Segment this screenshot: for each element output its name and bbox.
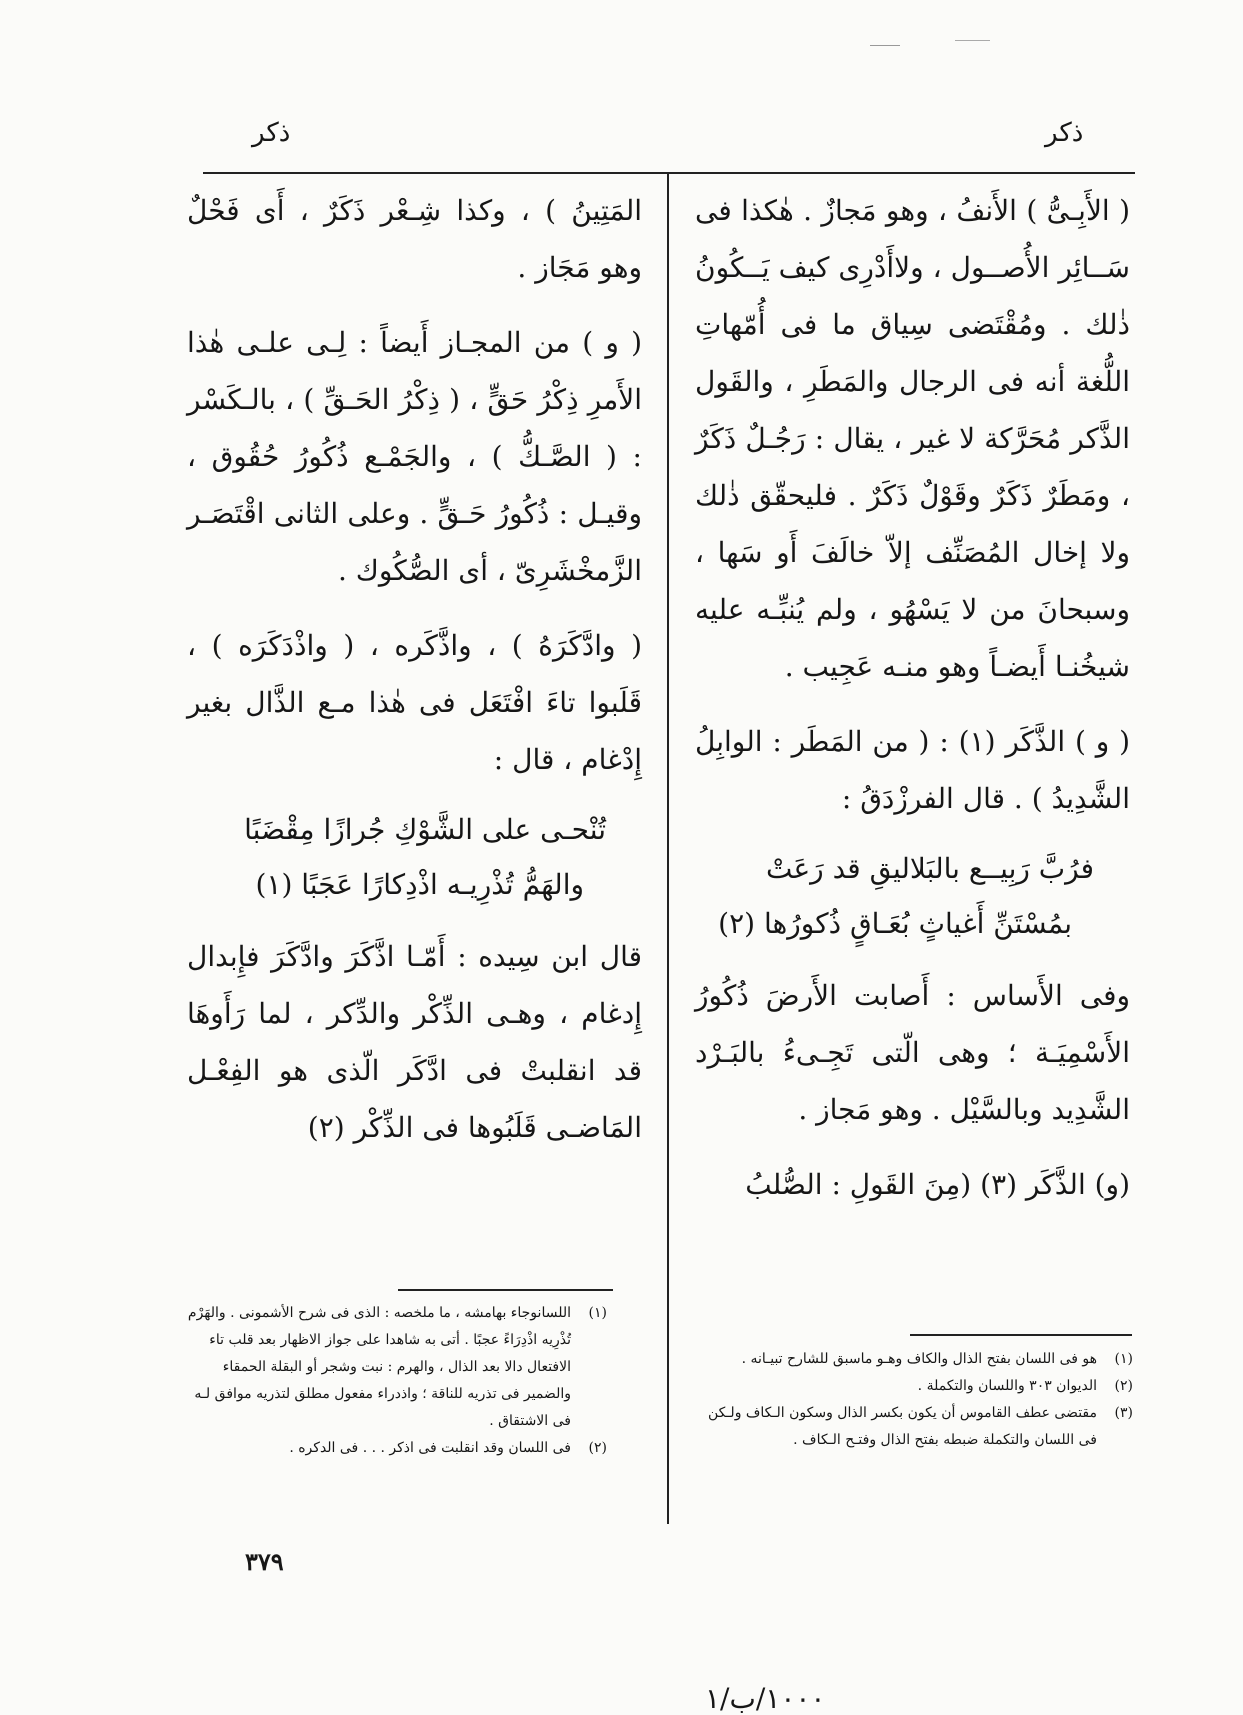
footnote-number: (٣) bbox=[1114, 1405, 1133, 1421]
scan-artifact-line bbox=[955, 40, 990, 41]
paragraph: قال ابن سِيده : أَمّـا اذَّكَرَ وادَّكَرَ فإِبدال إِدغام ، وهـى الذِّكْر والدِّكر ، لما رَأَوهَا قد انقلبتْ فى ادَّكَر الّذى هو الفِعْـل المَاضـى قَلَبُوها فى الذِّكْر (٢) bbox=[187, 940, 642, 1144]
page-number: ٣٧٩ bbox=[245, 1547, 284, 1576]
footnote-number: (٢) bbox=[1114, 1378, 1133, 1394]
verse bbox=[695, 841, 1130, 951]
paragraph: المَتِينُ ) ، وكذا شِـعْر ذَكَرٌ ، أَى فَحْلٌ وهو مَجَاز . bbox=[187, 194, 642, 284]
paragraph: ( وادَّكَرَهُ ) ، واذَّكَره ، ( واذْدَكَرَه ) ، قَلَبوا تاءَ افْتَعَل فى هٰذا مـع الذَّال بغير إِدْغام ، قال : bbox=[187, 629, 642, 776]
verse-line: فرُبَّ رَبِيــع بالبَلاليقِ قد رَعَتْ bbox=[765, 852, 1094, 885]
footnotes-right bbox=[695, 1346, 1133, 1454]
verse bbox=[187, 802, 642, 912]
archive-mark: ١٠٠٠/ب/١ bbox=[705, 1682, 826, 1715]
footnote bbox=[187, 1435, 607, 1462]
footnote bbox=[695, 1346, 1133, 1373]
running-header-left: ذكر bbox=[252, 118, 291, 148]
paragraph: وفى الأَساس : أَصابت الأَرضَ ذُكُورُ الأَسْمِيَـة ؛ وهى الّتى تَجِـىءُ بالبَـرْد الشَّدِيد وبالسَّيْل . وهو مَجاز . bbox=[695, 979, 1130, 1126]
footnotes-left bbox=[187, 1300, 607, 1462]
footnote-text: الديوان ٣٠٣ واللسان والتكملة . bbox=[917, 1378, 1097, 1394]
running-header-right: ذكر bbox=[1045, 118, 1084, 148]
paragraph: ( الأَبِـىُّ ) الأَنفُ ، وهو مَجازٌ . هٰكذا فى سَــائِر الأُصــول ، ولاأَدْرِى كيف يَــكُونُ ذٰلك . ومُقْتَضى سِياق ما فى أُمّهاتِ اللُّغة أنه فى الرجال والمَطَرِ ، والقَول الذَّكر مُحَرَّكة لا غير ، يقال : رَجُـلٌ ذَكَرٌ ، ومَطَرٌ ذَكَرٌ وقَوْلٌ ذَكَرٌ . فليحقّق ذٰلك ولا إخال المُصَنِّف إلاّ خالَفَ أَو سَها ، وسبحانَ من لا يَسْهُو ، ولم يُنبِّـه عليه شيخُنـا أَيضـاً وهو منـه عَجِيب . bbox=[695, 194, 1130, 683]
footnote bbox=[695, 1400, 1133, 1454]
footnote-number: (٢) bbox=[588, 1440, 607, 1456]
left-column bbox=[187, 182, 642, 1156]
footnote-rule bbox=[398, 1289, 613, 1291]
footnote-text: فى اللسان وقد انقلبت فى اذكر . . . فى الدكره . bbox=[289, 1440, 571, 1456]
verse-line: تُنْحـى على الشَّوْكِ جُرازًا مِقْضَبًا bbox=[244, 813, 606, 846]
footnote bbox=[187, 1300, 607, 1435]
column-divider bbox=[667, 172, 669, 1524]
right-column bbox=[695, 182, 1130, 1213]
footnote-number: (١) bbox=[1114, 1351, 1133, 1367]
footnote-text: مقتضى عطف القاموس أن يكون بكسر الذال وسكون الـكاف ولـكن فى اللسان والتكملة ضبطه بفتح الذال وفتـح الـكاف . bbox=[707, 1405, 1097, 1448]
footnote-text: هو فى اللسان بفتح الذال والكاف وهـو ماسبق للشارح تبيـانه . bbox=[741, 1351, 1097, 1367]
verse-line: والهَمُّ تُذْرِيـه اذْدِكارًا عَجَبًا (١) bbox=[255, 868, 584, 901]
footnote bbox=[695, 1373, 1133, 1400]
paragraph: (و) الذَّكَر (٣) (مِنَ القَولِ : الصُّلبُ bbox=[745, 1168, 1130, 1201]
footnote-number: (١) bbox=[588, 1305, 607, 1321]
header-rule bbox=[203, 172, 1135, 174]
paragraph: ( و ) من المجـاز أَيضاً : لِـى علـى هٰذا الأَمرِ ذِكْرُ حَقٍّ ، ( ذِكْرُ الحَـقِّ ) ، بالـكَسْر : ( الصَّـكُّ ) ، والجَمْـع ذُكُورُ حُقُوق ، وقيـل : ذُكُورُ حَـقٍّ . وعلى الثانى اقْتَصَـر الزَّمخْشَرِىّ ، أى الصُّكُوك . bbox=[187, 326, 642, 587]
footnote-text: اللسانوجاء بهامشه ، ما ملخصه : الذى فى شرح الأشمونى . والهَرْم تُذْرِيه اذْدِرَاءً عجبًا . أتى به شاهدا على جواز الاظهار بعد قلب تاء الافتعال دالا بعد الذال ، والهرم : نبت وشجر أو البقلة الحمقاء والضمير فى تذريه للناقة ؛ واذدراء مفعول مطلق لتذريه موافق لـه فى الاشتقاق . bbox=[187, 1305, 571, 1429]
paragraph: ( و ) الذَّكَر (١) : ( من المَطَر : الوابِلُ الشَّدِيدُ ) . قال الفرزْدَقُ : bbox=[695, 725, 1130, 815]
scan-artifact-line bbox=[870, 45, 900, 46]
footnote-rule bbox=[910, 1334, 1132, 1336]
verse-line: بمُسْتَنِّ أَغياثٍ بُعَـاقٍ ذُكورُها (٢) bbox=[718, 907, 1072, 940]
